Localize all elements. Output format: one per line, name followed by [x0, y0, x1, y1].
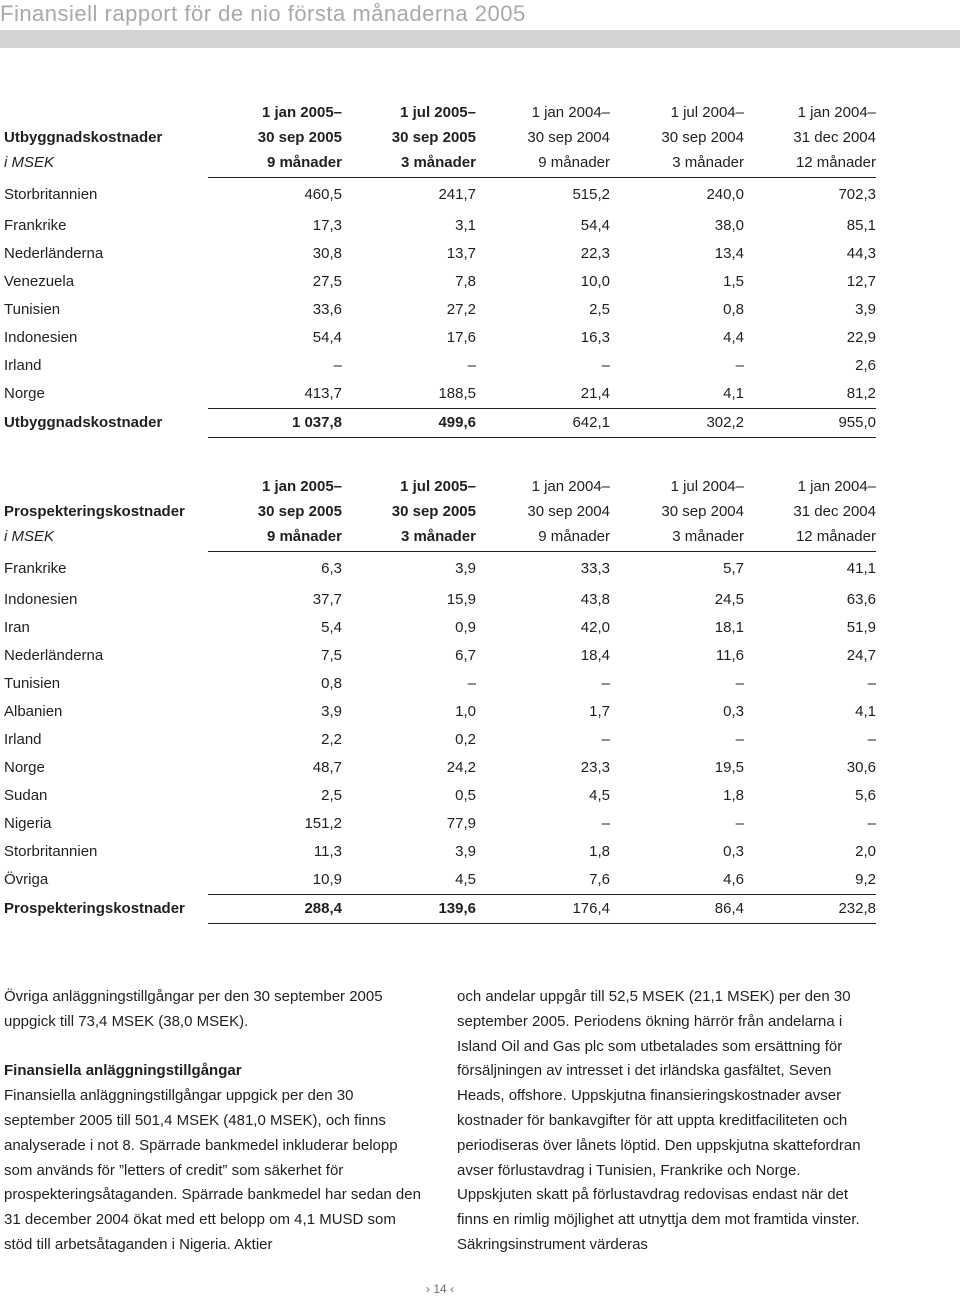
country-label: Norge: [4, 385, 45, 403]
value-cell: 27,2: [446, 301, 476, 318]
period-header-cell: 1 jul 2005–: [400, 104, 476, 121]
period-header-cell: 30 sep 2004: [661, 503, 744, 520]
table-row: [4, 754, 876, 782]
period-header-cell: 3 månader: [342, 524, 476, 552]
period-header-cell: 3 månader: [610, 150, 744, 178]
header-row: [4, 100, 876, 125]
value-cell: 63,6: [846, 591, 876, 608]
value-cell: 1,7: [589, 703, 610, 720]
period-header-cell: 1 jul 2005–: [400, 478, 476, 495]
value-cell: –: [467, 357, 476, 374]
table-row: [4, 178, 876, 213]
country-label: Nederländerna: [4, 647, 104, 664]
value-cell: 3,9: [455, 560, 476, 577]
value-cell: 4,5: [455, 871, 476, 888]
value-cell: 15,9: [446, 591, 476, 608]
header-row: [4, 524, 876, 552]
value-cell: –: [467, 675, 476, 692]
period-header-cell: 3 månader: [342, 150, 476, 178]
value-cell: 7,5: [321, 647, 342, 664]
value-cell: 42,0: [580, 619, 610, 636]
value-cell: 3,9: [855, 301, 876, 318]
period-header-cell: 9 månader: [208, 524, 342, 552]
total-label: Utbyggnadskostnader: [4, 414, 163, 431]
value-cell: 2,6: [855, 357, 876, 374]
value-cell: 0,8: [723, 301, 744, 318]
period-header-cell: 30 sep 2005: [391, 503, 476, 520]
total-value-cell: 499,6: [342, 409, 476, 438]
period-header-cell: 30 sep 2004: [527, 129, 610, 146]
total-value-cell: 642,1: [476, 409, 610, 438]
value-cell: 0,9: [455, 619, 476, 636]
country-label: Albanien: [4, 703, 63, 720]
header-label: Utbyggnadskostnader: [4, 129, 163, 146]
value-cell: 9,2: [855, 871, 876, 888]
value-cell: 48,7: [312, 759, 342, 776]
header-label: i MSEK: [4, 528, 55, 545]
country-label: Iran: [4, 619, 30, 636]
value-cell: 30,6: [846, 759, 876, 776]
value-cell: 41,1: [846, 560, 876, 577]
period-header-cell: 12 månader: [744, 524, 876, 552]
paragraph-shares: och andelar uppgår till 52,5 MSEK (21,1 MSEK) per den 30 september 2005. Periodens ökning härrör från andelarna i Island Oil and Gas plc som utbetalades som ersättning för försäljningen av intresset i det irländska gasfältet, Seven Heads, offshore. Uppskjutna finansieringskostnader avser kostnader för bankavgifter för att uppta kreditfaciliteten och periodiseras över lånets löptid. Den uppskjutna skattefordran avser förlustavdrag i Tunisien, Frankrike och Norge. Uppskjuten skatt på förlustavdrag redovisas endast när det finns en rimlig möjlighet att utnyttja dem mot framtida vinster. Säkringsinstrument värderas: [457, 988, 861, 1253]
period-header-cell: 31 dec 2004: [793, 503, 876, 520]
country-label: Storbritannien: [4, 843, 98, 860]
value-cell: 11,6: [715, 647, 744, 664]
value-cell: 11,3: [313, 843, 342, 860]
value-cell: –: [735, 357, 744, 374]
table-row: [4, 782, 876, 810]
table-row: [4, 352, 876, 380]
header-row: [4, 125, 876, 150]
period-header-cell: 1 jul 2004–: [670, 478, 744, 495]
total-value-cell: 232,8: [744, 895, 876, 924]
paragraph-other-assets: Övriga anläggningstillgångar per den 30 september 2005 uppgick till 73,4 MSEK (38,0 MSEK).: [4, 988, 383, 1030]
period-header-cell: 9 månader: [476, 150, 610, 178]
value-cell: 6,7: [455, 647, 476, 664]
value-cell: 1,8: [723, 787, 744, 804]
value-cell: 81,2: [846, 385, 876, 402]
value-cell: 38,0: [714, 217, 744, 234]
country-label: Irland: [4, 731, 42, 748]
value-cell: 0,8: [321, 675, 342, 692]
value-cell: 1,0: [455, 703, 476, 720]
total-label: Prospekteringskostnader: [4, 900, 185, 917]
exploration-costs-table: [4, 474, 876, 924]
period-header-cell: 9 månader: [208, 150, 342, 178]
paragraph-financial-assets: Finansiella anläggningstillgångar uppgick per den 30 september 2005 till 501,4 MSEK (481,0 MSEK), och finns analyserade i not 8. Spärrade bankmedel inkluderar belopp som används för ”letters of credit” som säkerhet för prospekteringsåtaganden. Spärrade bankmedel har sedan den 31 december 2004 ökat med ett belopp om 4,1 MUSD som stöd till arbetsåtaganden i Nigeria. Aktier: [4, 1087, 421, 1253]
table-row: [4, 698, 876, 726]
value-cell: –: [601, 815, 610, 832]
period-header-cell: 1 jan 2005–: [261, 478, 342, 495]
table-row: [4, 240, 876, 268]
value-cell: 6,3: [321, 560, 342, 577]
table-row: [4, 268, 876, 296]
value-cell: 54,4: [580, 217, 610, 234]
table-row: [4, 324, 876, 352]
value-cell: 0,3: [723, 843, 744, 860]
value-cell: 22,3: [580, 245, 610, 262]
country-label: Indonesien: [4, 591, 78, 608]
period-header-cell: 3 månader: [610, 524, 744, 552]
value-cell: 151,2: [304, 815, 342, 832]
value-cell: 7,6: [589, 871, 610, 888]
value-cell: 7,8: [455, 273, 476, 290]
table-row: [4, 810, 876, 838]
total-value-cell: 302,2: [610, 409, 744, 438]
value-cell: –: [601, 357, 610, 374]
value-cell: 4,1: [723, 385, 744, 402]
value-cell: 1,8: [589, 843, 610, 860]
value-cell: 0,2: [455, 731, 476, 748]
value-cell: 54,4: [312, 329, 342, 346]
page-title: Finansiell rapport för de nio första månaderna 2005: [0, 1, 526, 26]
value-cell: 3,1: [455, 217, 476, 234]
country-label: Venezuela: [4, 273, 75, 290]
page-number: › 14 ‹: [425, 1282, 454, 1296]
value-cell: 27,5: [312, 273, 342, 290]
value-cell: 13,4: [714, 245, 744, 262]
country-label: Norge: [4, 759, 45, 776]
table-row: [4, 296, 876, 324]
total-value-cell: 176,4: [476, 895, 610, 924]
value-cell: 2,5: [321, 787, 342, 804]
value-cell: 18,4: [580, 647, 610, 664]
header-row: [4, 499, 876, 524]
value-cell: 0,3: [723, 703, 744, 720]
header-row: [4, 474, 876, 499]
value-cell: 4,5: [589, 787, 610, 804]
period-header-cell: 1 jan 2004–: [531, 104, 610, 121]
total-value-cell: 86,4: [610, 895, 744, 924]
title-bar: [0, 30, 960, 48]
value-cell: 5,7: [723, 560, 744, 577]
value-cell: 413,7: [304, 385, 342, 402]
country-label: Frankrike: [4, 559, 67, 577]
table-row: [4, 552, 876, 587]
value-cell: 2,2: [321, 731, 342, 748]
country-label: Övriga: [4, 871, 49, 889]
value-cell: 4,6: [723, 871, 744, 888]
table-row: [4, 866, 876, 895]
value-cell: 3,9: [321, 703, 342, 720]
value-cell: 2,0: [855, 843, 876, 860]
value-cell: 23,3: [580, 759, 610, 776]
value-cell: –: [867, 815, 876, 832]
value-cell: 44,3: [846, 245, 876, 262]
value-cell: 10,9: [312, 871, 342, 888]
period-header-cell: 30 sep 2005: [257, 503, 342, 520]
country-label: Nigeria: [4, 815, 52, 832]
table-row: [4, 726, 876, 754]
period-header-cell: 30 sep 2004: [661, 129, 744, 146]
value-cell: –: [735, 675, 744, 692]
header-label: i MSEK: [4, 154, 55, 171]
text-column-right: [457, 985, 877, 1258]
period-header-cell: 30 sep 2005: [257, 129, 342, 146]
total-value-cell: 139,6: [342, 895, 476, 924]
header-label: [4, 474, 208, 499]
value-cell: 21,4: [580, 385, 610, 402]
value-cell: 51,9: [846, 619, 876, 636]
value-cell: 241,7: [438, 186, 476, 203]
value-cell: 4,4: [723, 329, 744, 346]
total-value-cell: 288,4: [208, 895, 342, 924]
value-cell: 702,3: [838, 186, 876, 203]
total-row: [4, 895, 876, 924]
country-label: Tunisien: [4, 675, 61, 692]
value-cell: –: [601, 675, 610, 692]
value-cell: 3,9: [455, 843, 476, 860]
header-row: [4, 150, 876, 178]
value-cell: 17,3: [312, 217, 342, 234]
table-row: [4, 212, 876, 240]
table-row: [4, 670, 876, 698]
period-header-cell: 30 sep 2005: [391, 129, 476, 146]
period-header-cell: 30 sep 2004: [527, 503, 610, 520]
table-row: [4, 838, 876, 866]
value-cell: 33,3: [580, 560, 610, 577]
total-row: [4, 409, 876, 438]
value-cell: 22,9: [846, 329, 876, 346]
value-cell: 188,5: [438, 385, 476, 402]
value-cell: 460,5: [304, 186, 342, 203]
value-cell: –: [867, 675, 876, 692]
period-header-cell: 1 jan 2004–: [797, 478, 876, 495]
value-cell: 12,7: [846, 273, 876, 290]
total-value-cell: 1 037,8: [208, 409, 342, 438]
value-cell: 5,4: [321, 619, 342, 636]
period-header-cell: 31 dec 2004: [793, 129, 876, 146]
value-cell: –: [333, 357, 342, 374]
text-column-left: [4, 985, 424, 1258]
value-cell: 10,0: [580, 273, 610, 290]
total-value-cell: 955,0: [744, 409, 876, 438]
period-header-cell: 1 jan 2004–: [797, 104, 876, 121]
header-label: [4, 100, 208, 125]
value-cell: 13,7: [446, 245, 476, 262]
value-cell: 37,7: [312, 591, 342, 608]
value-cell: 4,1: [855, 703, 876, 720]
value-cell: 2,5: [589, 301, 610, 318]
value-cell: 85,1: [846, 217, 876, 234]
value-cell: 240,0: [706, 186, 744, 203]
table-row: [4, 380, 876, 409]
value-cell: –: [735, 815, 744, 832]
country-label: Nederländerna: [4, 245, 104, 262]
value-cell: 24,7: [846, 647, 876, 664]
country-label: Indonesien: [4, 329, 78, 346]
period-header-cell: 1 jul 2004–: [670, 104, 744, 121]
development-costs-table: [4, 100, 876, 438]
value-cell: 77,9: [446, 815, 476, 832]
value-cell: 0,5: [455, 787, 476, 804]
country-label: Sudan: [4, 787, 48, 804]
section-heading-financial-assets: Finansiella anläggningstillgångar: [4, 1062, 242, 1080]
country-label: Irland: [4, 357, 42, 374]
period-header-cell: 1 jan 2005–: [261, 104, 342, 121]
value-cell: 16,3: [580, 329, 610, 346]
period-header-cell: 1 jan 2004–: [531, 478, 610, 495]
value-cell: 19,5: [714, 759, 744, 776]
value-cell: –: [867, 731, 876, 748]
value-cell: 18,1: [714, 619, 744, 636]
table-row: [4, 614, 876, 642]
value-cell: 17,6: [446, 329, 476, 346]
value-cell: 24,5: [714, 591, 744, 608]
header-label: Prospekteringskostnader: [4, 503, 185, 520]
value-cell: 5,6: [855, 787, 876, 804]
period-header-cell: 9 månader: [476, 524, 610, 552]
value-cell: 515,2: [572, 186, 610, 203]
value-cell: 1,5: [723, 273, 744, 290]
value-cell: 43,8: [580, 591, 610, 608]
value-cell: 30,8: [312, 245, 342, 262]
value-cell: 24,2: [446, 759, 476, 776]
value-cell: 33,6: [312, 301, 342, 318]
country-label: Frankrike: [4, 217, 67, 234]
value-cell: –: [601, 731, 610, 748]
country-label: Tunisien: [4, 301, 61, 318]
period-header-cell: 12 månader: [744, 150, 876, 178]
table-row: [4, 642, 876, 670]
country-label: Storbritannien: [4, 185, 98, 203]
table-row: [4, 586, 876, 614]
value-cell: –: [735, 731, 744, 748]
